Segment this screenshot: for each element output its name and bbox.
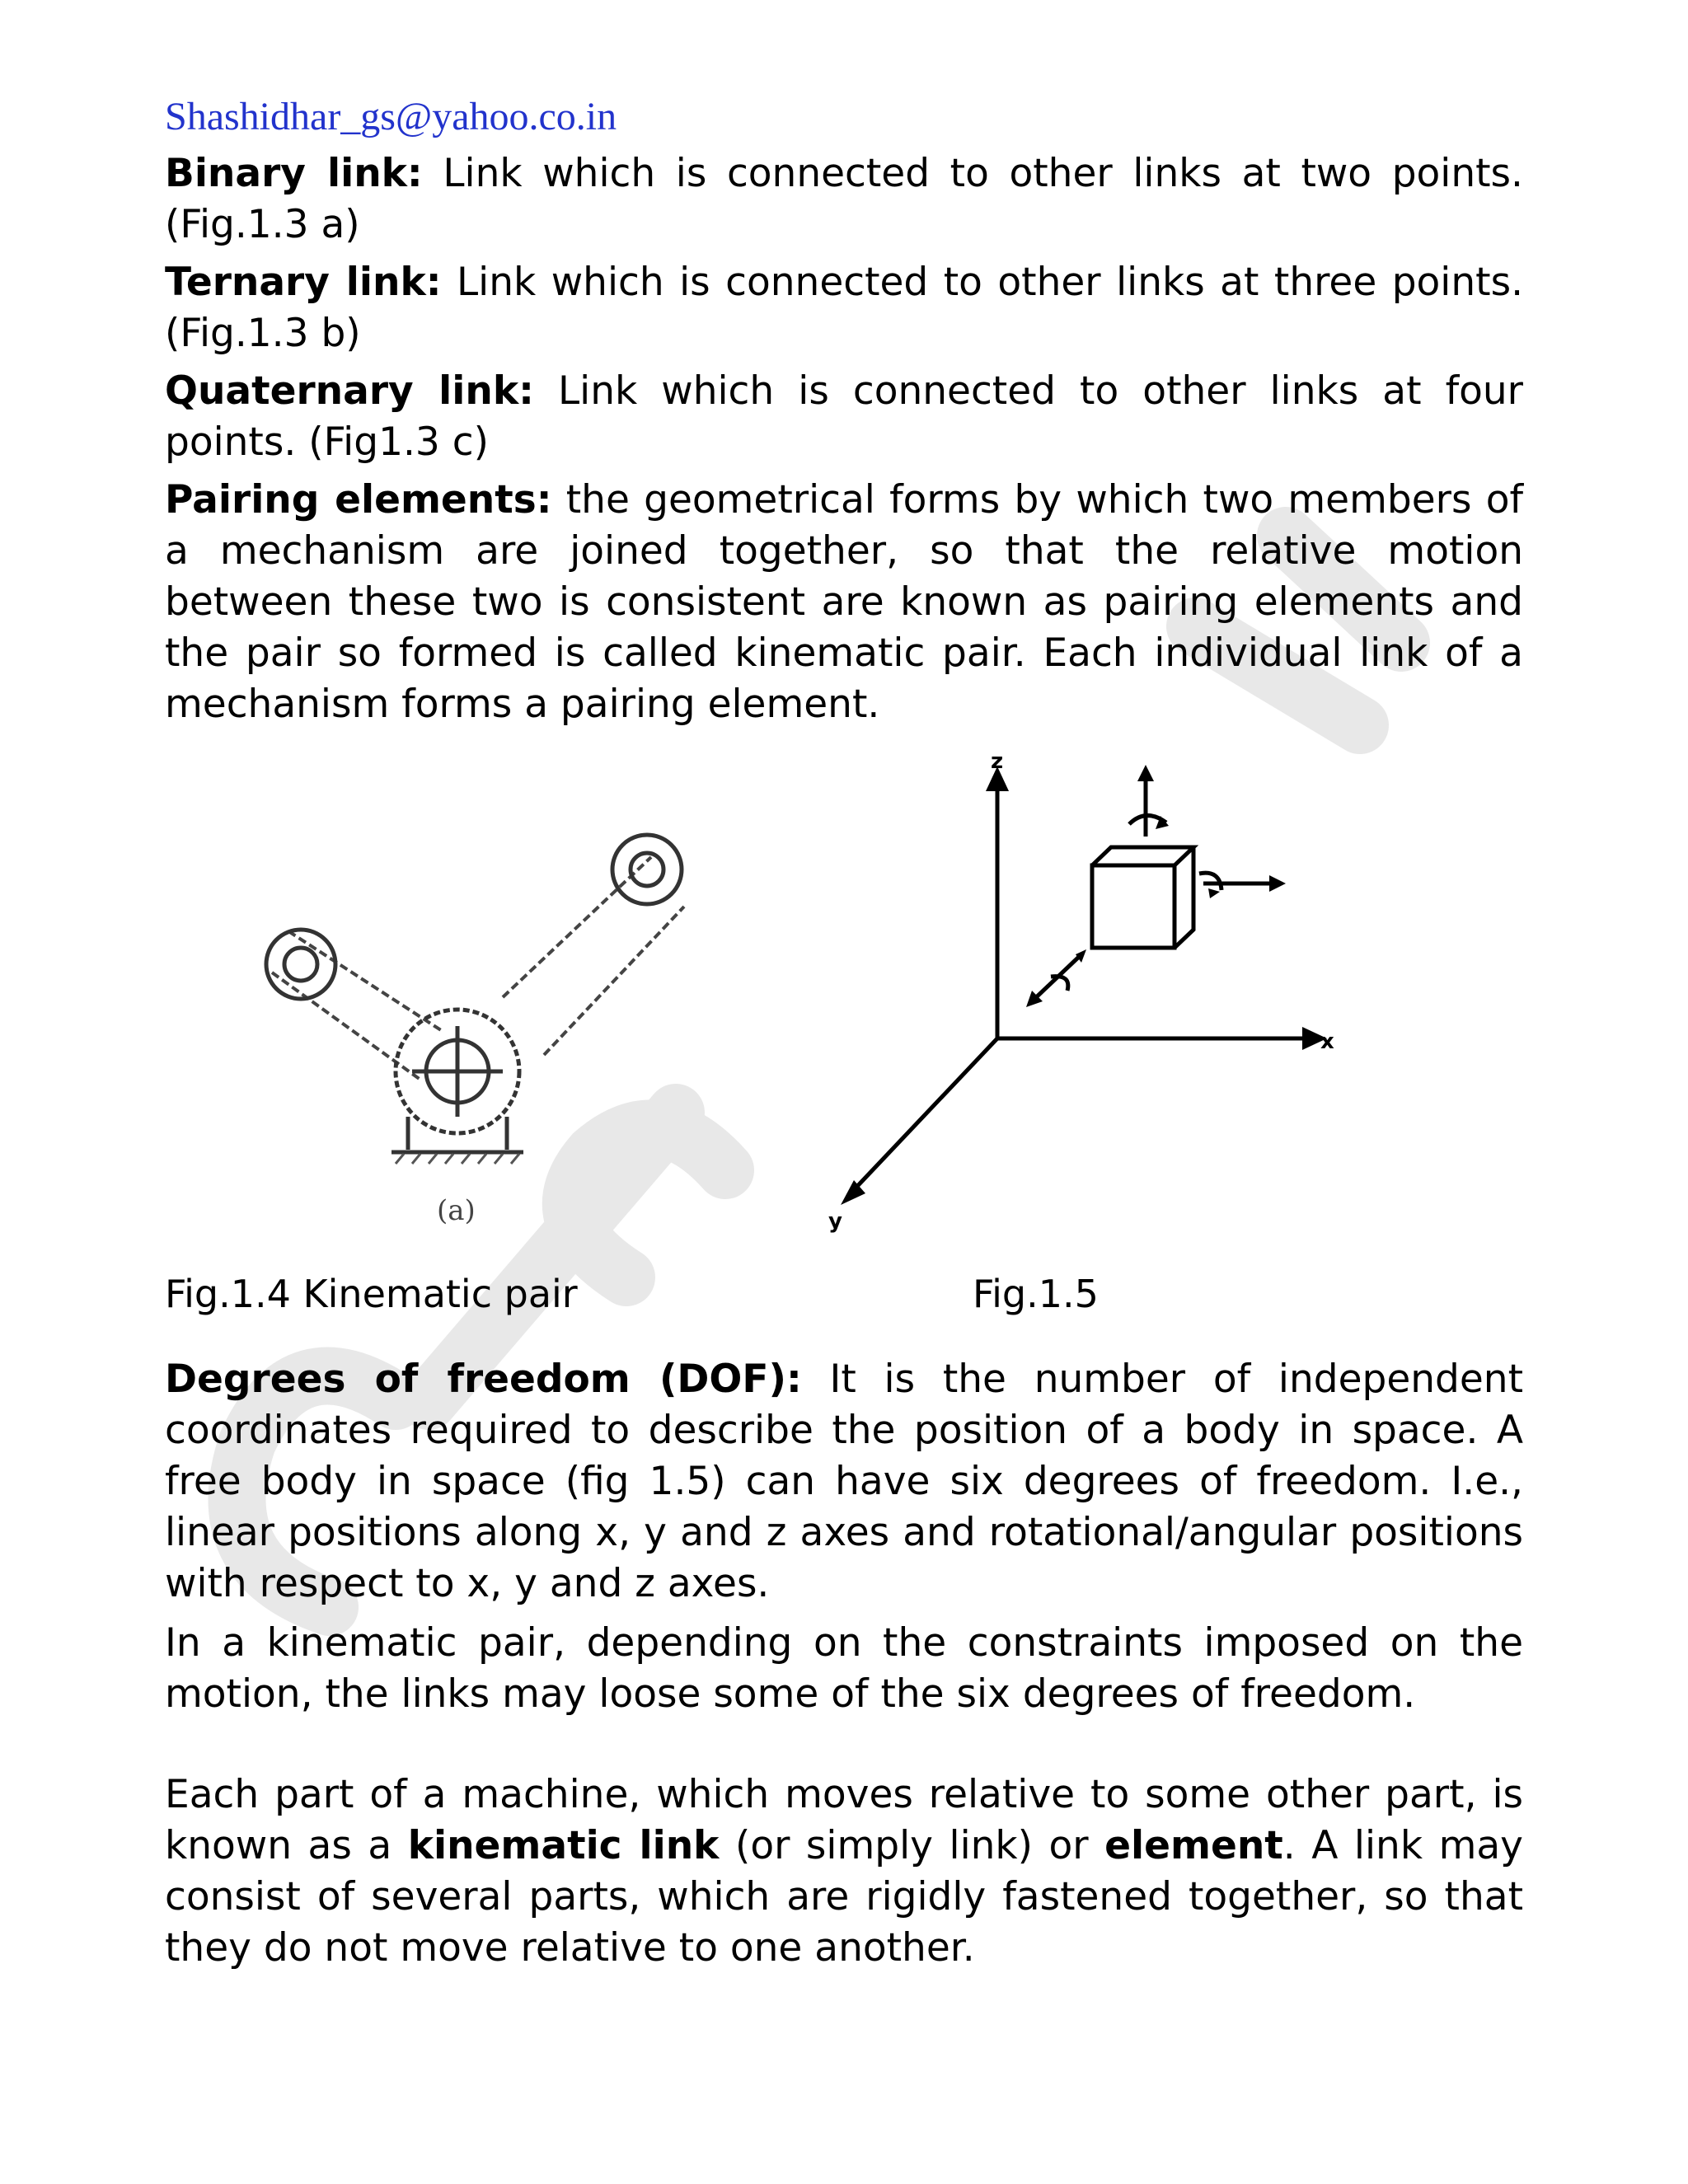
binary-link-definition	[165, 148, 1523, 251]
z-axis-label: z	[991, 750, 1004, 774]
kinematic-pair-figure	[239, 808, 775, 1236]
ternary-link-definition	[165, 257, 1523, 359]
element-term: element	[1104, 1823, 1283, 1868]
fig14-caption: Fig.1.4 Kinematic pair	[165, 1272, 578, 1316]
kinematic-link-paragraph	[165, 1769, 1523, 1974]
fig14-sublabel: (a)	[437, 1194, 476, 1227]
binary-link-term: Binary link:	[165, 151, 423, 196]
y-axis-label: y	[828, 1209, 842, 1234]
kinematic-link-term: kinematic link	[407, 1823, 720, 1868]
link-text-3: . A link may consist of several parts, which are rigidly fastened together, so that they do not move relative to one another.	[165, 1823, 1523, 1971]
binary-link-text: Link which is connected to other links at two points. (Fig.1.3 a)	[165, 151, 1523, 247]
pairing-elements-term: Pairing elements:	[165, 477, 552, 523]
dof-axes-figure	[816, 750, 1360, 1236]
author-email: Shashidhar_gs@yahoo.co.in	[165, 95, 617, 138]
link-text-1: Each part of a machine, which moves relative to some other part, is known as a	[165, 1772, 1523, 1868]
dof-constraint-paragraph: In a kinematic pair, depending on the constraints imposed on the motion, the links may loose some of the six degrees of freedom.	[165, 1620, 1523, 1717]
cube-icon	[1092, 847, 1193, 948]
fig15-caption: Fig.1.5	[973, 1272, 1099, 1316]
ternary-link-text: Link which is connected to other links at three points. (Fig.1.3 b)	[165, 260, 1524, 356]
quaternary-link-definition	[165, 366, 1523, 468]
x-axis-label: x	[1320, 1029, 1334, 1054]
quaternary-link-term: Quaternary link:	[165, 368, 534, 414]
dof-definition	[165, 1354, 1523, 1610]
dof-term: Degrees of freedom (DOF):	[165, 1357, 802, 1402]
link-text-2: (or simply link) or	[719, 1823, 1105, 1868]
ternary-link-term: Ternary link:	[165, 260, 442, 305]
dof-text: It is the number of independent coordinates required to describe the position of a body in space. A free body in space (fig 1.5) can have six degrees of freedom. I.e., linear positions along x, y and z axes and rotational/angular positions with respect to x, y and z axes.	[165, 1357, 1523, 1606]
pairing-elements-definition	[165, 475, 1523, 730]
pairing-elements-text: the geometrical forms by which two members of a mechanism are joined together, so that the relative motion between these two is consistent are known as pairing elements and the pair so formed is called kinematic pair. Each individual link of a mechanism forms a pairing element.	[165, 477, 1523, 727]
quaternary-link-text: Link which is connected to other links at four points. (Fig1.3 c)	[165, 368, 1523, 465]
